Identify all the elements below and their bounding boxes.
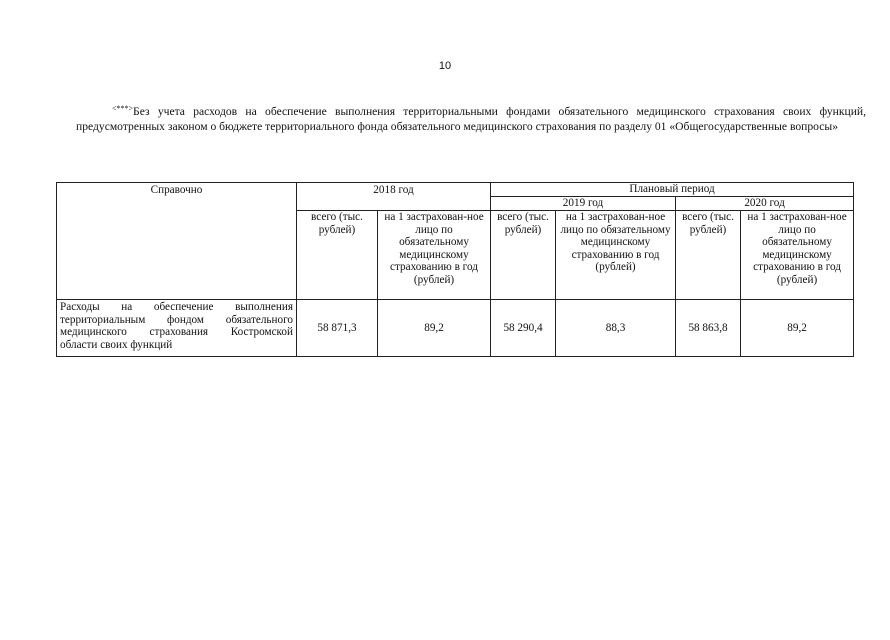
value-per-insured-2020: 89,2 — [741, 300, 854, 357]
header-total-2020: всего (тыс. рублей) — [676, 211, 741, 300]
value-per-insured-2018: 89,2 — [378, 300, 491, 357]
header-total-2018: всего (тыс. рублей) — [297, 211, 378, 300]
value-total-2018: 58 871,3 — [297, 300, 378, 357]
header-total-2019: всего (тыс. рублей) — [491, 211, 556, 300]
header-2020: 2020 год — [676, 197, 854, 211]
page-number: 10 — [438, 60, 452, 72]
value-total-2020: 58 863,8 — [676, 300, 741, 357]
row-label: Расходы на обеспечение выполнения территориальным фондом обязательного медицинского страхования Костромской области своих функций — [57, 300, 297, 357]
header-per-insured-2018: на 1 застрахован-ное лицо по обязательному медицинскому страхованию в год (рублей) — [378, 211, 491, 300]
footnote-marker: <***> — [112, 104, 134, 113]
table-row — [57, 300, 854, 357]
header-planning-period: Плановый период — [491, 183, 854, 197]
value-total-2019: 58 290,4 — [491, 300, 556, 357]
header-reference: Справочно — [57, 183, 297, 300]
header-per-insured-2019: на 1 застрахован-ное лицо по обязательному медицинскому страхованию в год (рублей) — [556, 211, 676, 300]
footnote — [76, 101, 866, 134]
header-2019: 2019 год — [491, 197, 676, 211]
footnote-text: Без учета расходов на обеспечение выполнения территориальными фондами обязательного медицинского страхования своих функций, предусмотренных законом о бюджете территориального фонда обязательного медицинского страхования по разделу 01 «Общегосударственные вопросы» — [76, 105, 866, 133]
header-per-insured-2020: на 1 застрахован-ное лицо по обязательному медицинскому страхованию в год (рублей) — [741, 211, 854, 300]
header-2018: 2018 год — [297, 183, 491, 211]
value-per-insured-2019: 88,3 — [556, 300, 676, 357]
reference-table — [56, 182, 854, 357]
